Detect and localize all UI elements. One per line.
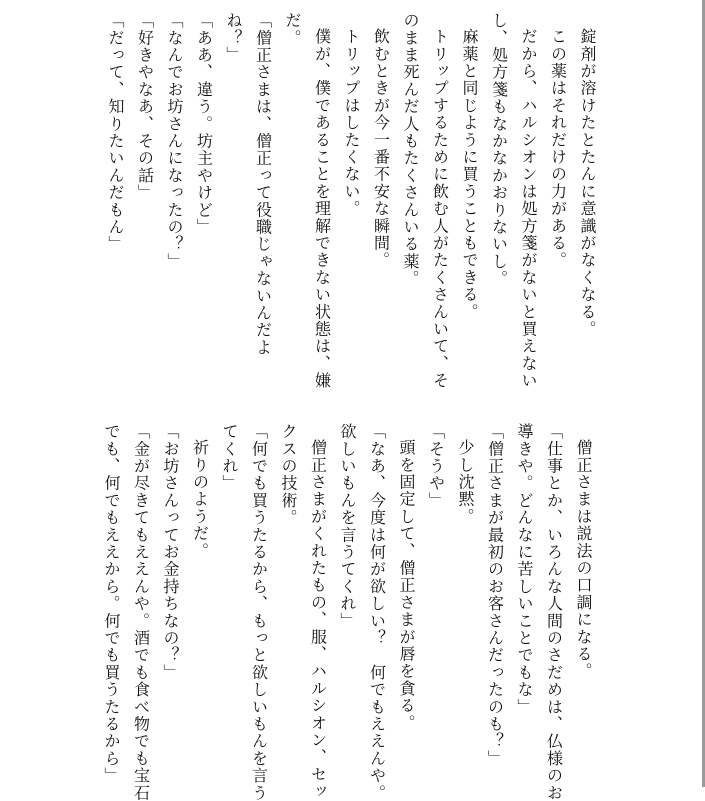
text-line: 「お坊さんってお金持ちなの？」 bbox=[161, 423, 180, 681]
text-line: 僧正さまは説法の口調になる。 bbox=[574, 439, 593, 680]
text-line: トリップはしたくない。 bbox=[342, 28, 361, 218]
text-line: 「だって、知りたいんだもん」 bbox=[106, 12, 125, 253]
text-line: 錠剤が溶けたとたんに意識がなくなる。 bbox=[578, 28, 597, 338]
text-line: 「なあ、今度は何が欲しい？ 何でもええんや。 bbox=[367, 423, 387, 801]
text-line: この薬はそれだけの力がある。 bbox=[548, 28, 568, 269]
text-line: でも、何でもええから。何でも買うたるから」 bbox=[102, 423, 121, 785]
text-line: 少し沈黙。 bbox=[456, 439, 475, 525]
text-line: 頭を固定して、僧正さまが唇を貪る。 bbox=[397, 439, 416, 732]
text-line: 「僧正さまが最初のお客さんだったのも？」 bbox=[485, 423, 505, 767]
text-line: 僧正さまがくれたもの、服、ハルシオン、セッ bbox=[308, 439, 328, 801]
text-line: 僕が、僕であることを理解できない状態は、嫌 bbox=[312, 28, 332, 390]
text-line: だから、ハルシオンは処方箋がないと買えない bbox=[519, 28, 538, 390]
text-line: 麻薬と同じように買うこともできる。 bbox=[460, 28, 479, 321]
text-line: てくれ」 bbox=[220, 423, 239, 492]
text-line: 祈りのようだ。 bbox=[190, 439, 210, 560]
text-block-top bbox=[102, 12, 602, 392]
text-line: トリップするために飲む人がたくさんいて、そ bbox=[430, 28, 450, 390]
text-line: 「僧正さまは、僧正って役職じゃないんだよ bbox=[253, 12, 273, 356]
text-line: 「ああ、違う。坊主やけど」 bbox=[194, 12, 214, 236]
text-line: 「金が尽きてもええんや。酒でも食べ物でも宝石 bbox=[131, 423, 151, 801]
text-line: だ。 bbox=[283, 12, 302, 47]
text-block-bottom bbox=[98, 423, 598, 801]
text-line: 導きや。どんなに苦しいことでもな」 bbox=[515, 423, 534, 716]
text-line: のまま死んだ人もたくさんいる薬。 bbox=[401, 12, 420, 288]
text-line: クスの技術。 bbox=[279, 423, 298, 527]
text-line: し、処方箋もなかなかおりないし。 bbox=[489, 12, 509, 288]
text-line: 「何でも買うたるから、もっと欲しいもんを言う bbox=[249, 423, 269, 801]
text-line: 「そうや」 bbox=[426, 423, 446, 509]
text-line: 飲むときが今一番不安な瞬間。 bbox=[371, 28, 391, 269]
text-line: 欲しいもんを言うてくれ」 bbox=[338, 423, 357, 630]
text-line: ね？」 bbox=[224, 12, 243, 64]
text-line: 「仕事とか、いろんな人間のさだめは、仏様のお bbox=[544, 423, 564, 801]
text-line: 「なんでお坊さんになったの？」 bbox=[165, 12, 184, 270]
text-line: 「好きやなあ、その話」 bbox=[135, 12, 155, 202]
